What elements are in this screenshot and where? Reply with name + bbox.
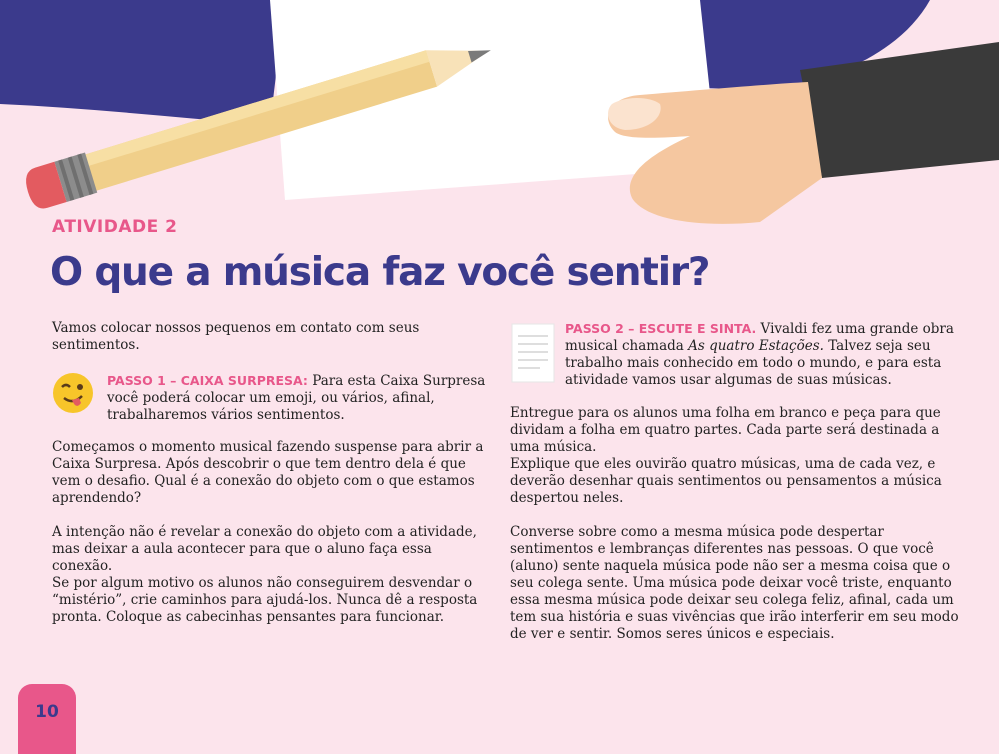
intro-paragraph: Vamos colocar nossos pequenos em contato com seus sentimentos.	[52, 320, 420, 353]
sheet-of-paper-icon	[510, 322, 556, 384]
activity-label: ATIVIDADE 2	[52, 217, 178, 237]
page-number: 10	[35, 702, 59, 722]
step1-paragraph	[107, 372, 492, 424]
step1-label: PASSO 1 – CAIXA SURPRESA:	[107, 373, 308, 388]
right-paragraph-2: Explique que eles ouvirão quatro músicas, uma de cada vez, e deverão desenhar quais sentimentos ou pensamentos a música despertou neles.	[510, 456, 942, 506]
step2-label: PASSO 2 – ESCUTE E SINTA.	[565, 321, 757, 336]
left-paragraph-2: A intenção não é revelar a conexão do objeto com a atividade, mas deixar a aula acontecer para que o aluno faça essa conexão.	[52, 524, 477, 574]
page-title: O que a música faz você sentir?	[50, 250, 710, 295]
page-number-tab	[18, 684, 76, 754]
step2-text-after: Talvez seja seu trabalho mais conhecido em todo o mundo, e para esta atividade vamos usar algumas de suas músicas.	[565, 338, 942, 388]
step1-text: Para esta Caixa Surpresa você poderá colocar um emoji, ou vários, afinal, trabalharemos vários sentimentos.	[107, 373, 486, 423]
step2-paragraph	[565, 320, 960, 389]
winking-tongue-emoji-icon	[52, 372, 94, 414]
left-paragraph-3: Se por algum motivo os alunos não conseguirem desvendar o “mistério”, crie caminhos para ajudá-los. Nunca dê a resposta pronta. Coloque as cabecinhas pensantes para funcionar.	[52, 575, 478, 625]
step2-text-before: Vivaldi fez uma grande obra musical chamada	[565, 321, 954, 354]
right-paragraph-1: Entregue para os alunos uma folha em branco e peça para que dividam a folha em quatro partes. Cada parte será destinada a uma música.	[510, 405, 941, 455]
right-paragraph-3: Converse sobre como a mesma música pode despertar sentimentos e lembranças diferentes nas pessoas. O que você (aluno) sente naquela música pode não ser a mesma coisa que o seu colega sente. Uma música pode deixar você triste, enquanto essa mesma música pode deixar seu colega feliz, afinal, cada um tem sua história e suas vivências que irão interferir em seu modo de ver e sentir. Somos seres únicos e especiais.	[510, 524, 959, 642]
hand-pencil-paper-illustration	[0, 0, 999, 240]
left-paragraph-1: Começamos o momento musical fazendo suspense para abrir a Caixa Surpresa. Após descobrir o que tem dentro dela é que vem o desafio. Qual é a conexão do objeto com o que estamos aprendendo?	[52, 439, 484, 506]
step2-work-title: As quatro Estações.	[688, 338, 824, 354]
